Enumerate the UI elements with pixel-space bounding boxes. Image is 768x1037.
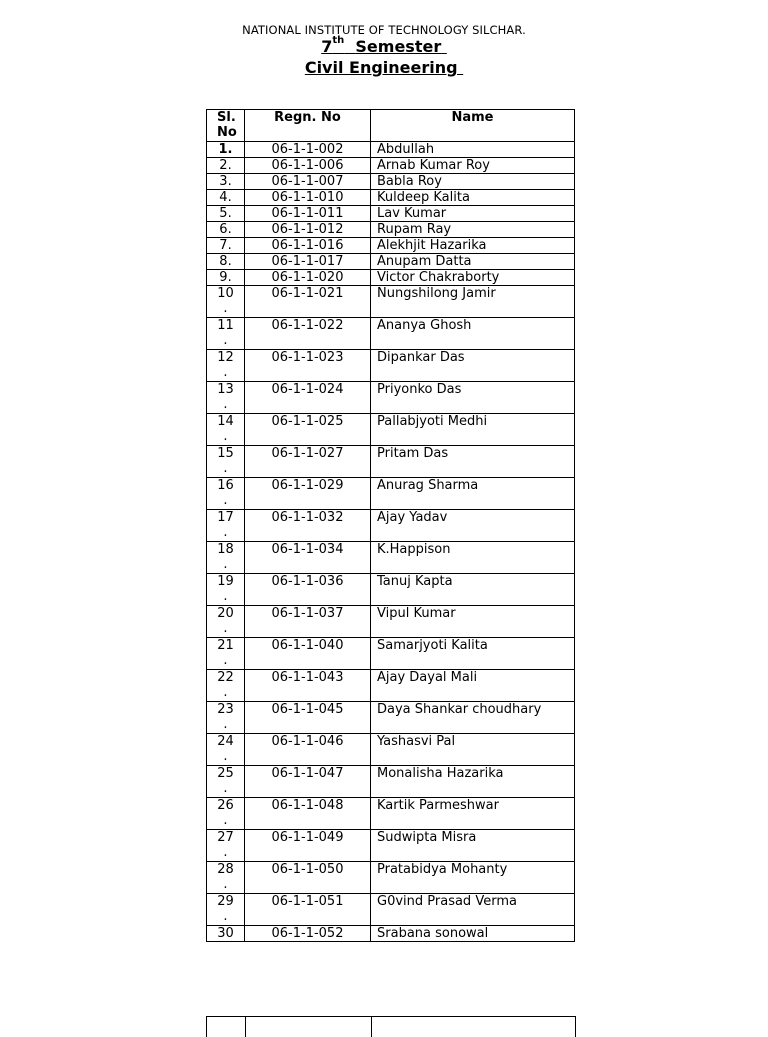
sl-no-cell: 9. bbox=[207, 270, 245, 286]
sl-no-cell bbox=[207, 414, 245, 446]
regn-no-cell: 06-1-1-006 bbox=[245, 158, 371, 174]
sl-no-number: 21 bbox=[217, 638, 234, 653]
student-name-cell: Vipul Kumar bbox=[371, 606, 575, 638]
sl-no-period: . bbox=[223, 589, 228, 604]
student-name-cell: Ajay Yadav bbox=[371, 510, 575, 542]
department-heading bbox=[0, 58, 768, 77]
regn-no-cell: 06-1-1-007 bbox=[245, 174, 371, 190]
column-header-sl-part: Sl. bbox=[217, 110, 236, 125]
sl-no-cell: 6. bbox=[207, 222, 245, 238]
sl-no-number: 15 bbox=[217, 446, 234, 461]
regn-no-cell: 06-1-1-045 bbox=[245, 702, 371, 734]
table-row bbox=[207, 446, 575, 478]
sl-no-cell: 1. bbox=[207, 142, 245, 158]
table-row bbox=[207, 542, 575, 574]
table-row bbox=[207, 702, 575, 734]
sl-no-cell: 2. bbox=[207, 158, 245, 174]
regn-no-cell: 06-1-1-043 bbox=[245, 670, 371, 702]
table-row bbox=[207, 254, 575, 270]
student-name-cell: Pratabidya Mohanty bbox=[371, 862, 575, 894]
regn-no-cell: 06-1-1-023 bbox=[245, 350, 371, 382]
regn-no-cell: 06-1-1-034 bbox=[245, 542, 371, 574]
table-row bbox=[207, 670, 575, 702]
student-name-cell: Babla Roy bbox=[371, 174, 575, 190]
table-header-row bbox=[207, 110, 575, 142]
table-row bbox=[207, 318, 575, 350]
sl-no-number: 29 bbox=[217, 894, 234, 909]
table-row bbox=[207, 894, 575, 926]
column-header-sl bbox=[207, 110, 245, 142]
student-name-cell: Rupam Ray bbox=[371, 222, 575, 238]
table-row bbox=[207, 206, 575, 222]
student-name-cell: Dipankar Das bbox=[371, 350, 575, 382]
sl-no-number: 13 bbox=[217, 382, 234, 397]
sl-no-cell bbox=[207, 766, 245, 798]
student-name-cell: Abdullah bbox=[371, 142, 575, 158]
student-name-cell: Ananya Ghosh bbox=[371, 318, 575, 350]
student-name-cell: G0vind Prasad Verma bbox=[371, 894, 575, 926]
sl-no-period: . bbox=[223, 461, 228, 476]
sl-no-cell bbox=[207, 670, 245, 702]
table-row bbox=[207, 142, 575, 158]
regn-no-cell: 06-1-1-024 bbox=[245, 382, 371, 414]
student-name-cell: Arnab Kumar Roy bbox=[371, 158, 575, 174]
table-row bbox=[207, 862, 575, 894]
table-row bbox=[207, 286, 575, 318]
sl-no-number: 27 bbox=[217, 830, 234, 845]
sl-no-cell: 3. bbox=[207, 174, 245, 190]
sl-no-period: . bbox=[223, 557, 228, 572]
table-row bbox=[207, 926, 575, 942]
sl-no-period: . bbox=[223, 717, 228, 732]
regn-no-cell: 06-1-1-010 bbox=[245, 190, 371, 206]
student-name-cell: Monalisha Hazarika bbox=[371, 766, 575, 798]
sl-no-cell bbox=[207, 542, 245, 574]
regn-no-cell: 06-1-1-020 bbox=[245, 270, 371, 286]
regn-no-cell: 06-1-1-032 bbox=[245, 510, 371, 542]
sl-no-number: 24 bbox=[217, 734, 234, 749]
regn-no-cell: 06-1-1-025 bbox=[245, 414, 371, 446]
sl-no-period: . bbox=[223, 397, 228, 412]
sl-no-cell: 30 bbox=[207, 926, 245, 942]
sl-no-number: 12 bbox=[217, 350, 234, 365]
table-body bbox=[207, 142, 575, 942]
sl-no-cell bbox=[207, 382, 245, 414]
sl-no-number: 26 bbox=[217, 798, 234, 813]
sl-no-period: . bbox=[223, 685, 228, 700]
regn-no-cell: 06-1-1-049 bbox=[245, 830, 371, 862]
student-name-cell: K.Happison bbox=[371, 542, 575, 574]
sl-no-cell bbox=[207, 638, 245, 670]
student-name-cell: Lav Kumar bbox=[371, 206, 575, 222]
sl-no-period: . bbox=[223, 909, 228, 924]
column-header-name: Name bbox=[371, 110, 575, 142]
student-name-cell: Yashasvi Pal bbox=[371, 734, 575, 766]
table-row bbox=[207, 574, 575, 606]
sl-no-cell bbox=[207, 830, 245, 862]
regn-no-cell: 06-1-1-052 bbox=[245, 926, 371, 942]
table-row bbox=[207, 734, 575, 766]
regn-no-cell: 06-1-1-048 bbox=[245, 798, 371, 830]
sl-no-period: . bbox=[223, 621, 228, 636]
sl-no-cell: 8. bbox=[207, 254, 245, 270]
sl-no-period: . bbox=[223, 813, 228, 828]
table-row bbox=[207, 174, 575, 190]
semester-number: 7 bbox=[321, 37, 333, 56]
sl-no-number: 11 bbox=[217, 318, 234, 333]
next-table-top bbox=[206, 1016, 576, 1037]
institute-name: NATIONAL INSTITUTE OF TECHNOLOGY SILCHAR. bbox=[242, 23, 526, 37]
student-name-cell: Anurag Sharma bbox=[371, 478, 575, 510]
sl-no-cell bbox=[207, 702, 245, 734]
table-row bbox=[207, 830, 575, 862]
table-row bbox=[207, 478, 575, 510]
regn-no-cell: 06-1-1-051 bbox=[245, 894, 371, 926]
student-name-cell: Alekhjit Hazarika bbox=[371, 238, 575, 254]
student-name-cell: Nungshilong Jamir bbox=[371, 286, 575, 318]
sl-no-cell bbox=[207, 350, 245, 382]
regn-no-cell: 06-1-1-012 bbox=[245, 222, 371, 238]
sl-no-period: . bbox=[223, 845, 228, 860]
regn-no-cell: 06-1-1-046 bbox=[245, 734, 371, 766]
sl-no-cell bbox=[207, 574, 245, 606]
sl-no-period: . bbox=[223, 493, 228, 508]
semester-suffix: th bbox=[332, 35, 345, 46]
table-row bbox=[207, 158, 575, 174]
table-row bbox=[207, 510, 575, 542]
sl-no-period: . bbox=[223, 749, 228, 764]
sl-no-cell: 7. bbox=[207, 238, 245, 254]
regn-no-cell: 06-1-1-029 bbox=[245, 478, 371, 510]
sl-no-cell bbox=[207, 478, 245, 510]
table-row bbox=[207, 414, 575, 446]
table-row bbox=[207, 638, 575, 670]
regn-no-cell: 06-1-1-040 bbox=[245, 638, 371, 670]
sl-no-period: . bbox=[223, 525, 228, 540]
sl-no-cell bbox=[207, 446, 245, 478]
student-name-cell: Anupam Datta bbox=[371, 254, 575, 270]
sl-no-period: . bbox=[223, 429, 228, 444]
sl-no-period: . bbox=[223, 877, 228, 892]
sl-no-number: 16 bbox=[217, 478, 234, 493]
sl-no-number: 20 bbox=[217, 606, 234, 621]
student-name-cell: Priyonko Das bbox=[371, 382, 575, 414]
table-row bbox=[207, 766, 575, 798]
student-name-cell: Kartik Parmeshwar bbox=[371, 798, 575, 830]
sl-no-period: . bbox=[223, 365, 228, 380]
regn-no-cell: 06-1-1-047 bbox=[245, 766, 371, 798]
sl-no-number: 18 bbox=[217, 542, 234, 557]
table-row bbox=[207, 382, 575, 414]
semester-heading bbox=[0, 37, 768, 56]
table-row bbox=[207, 606, 575, 638]
sl-no-number: 17 bbox=[217, 510, 234, 525]
student-name-cell: Pritam Das bbox=[371, 446, 575, 478]
table-row bbox=[207, 798, 575, 830]
sl-no-period: . bbox=[223, 781, 228, 796]
regn-no-cell: 06-1-1-027 bbox=[245, 446, 371, 478]
sl-no-cell bbox=[207, 798, 245, 830]
sl-no-cell bbox=[207, 318, 245, 350]
sl-no-cell bbox=[207, 862, 245, 894]
table-row bbox=[207, 270, 575, 286]
regn-no-cell: 06-1-1-036 bbox=[245, 574, 371, 606]
department-name: Civil Engineering bbox=[304, 58, 458, 77]
regn-no-cell: 06-1-1-021 bbox=[245, 286, 371, 318]
student-name-cell: Victor Chakraborty bbox=[371, 270, 575, 286]
table-row bbox=[207, 238, 575, 254]
table-row bbox=[207, 350, 575, 382]
sl-no-cell: 5. bbox=[207, 206, 245, 222]
regn-no-cell: 06-1-1-011 bbox=[245, 206, 371, 222]
regn-no-cell: 06-1-1-037 bbox=[245, 606, 371, 638]
sl-no-number: 28 bbox=[217, 862, 234, 877]
student-name-cell: Pallabjyoti Medhi bbox=[371, 414, 575, 446]
regn-no-cell: 06-1-1-017 bbox=[245, 254, 371, 270]
sl-no-number: 23 bbox=[217, 702, 234, 717]
column-header-sl-part: No bbox=[217, 125, 237, 140]
sl-no-period: . bbox=[223, 301, 228, 316]
column-header-regn: Regn. No bbox=[245, 110, 371, 142]
sl-no-cell bbox=[207, 510, 245, 542]
sl-no-number: 25 bbox=[217, 766, 234, 781]
regn-no-cell: 06-1-1-050 bbox=[245, 862, 371, 894]
student-roll-table bbox=[206, 109, 575, 942]
student-name-cell: Srabana sonowal bbox=[371, 926, 575, 942]
sl-no-cell: 4. bbox=[207, 190, 245, 206]
sl-no-cell bbox=[207, 734, 245, 766]
regn-no-cell: 06-1-1-016 bbox=[245, 238, 371, 254]
student-name-cell: Daya Shankar choudhary bbox=[371, 702, 575, 734]
student-name-cell: Samarjyoti Kalita bbox=[371, 638, 575, 670]
table-row bbox=[207, 222, 575, 238]
sl-no-cell bbox=[207, 286, 245, 318]
sl-no-number: 22 bbox=[217, 670, 234, 685]
sl-no-period: . bbox=[223, 333, 228, 348]
sl-no-cell bbox=[207, 606, 245, 638]
regn-no-cell: 06-1-1-002 bbox=[245, 142, 371, 158]
sl-no-number: 10 bbox=[217, 286, 234, 301]
student-name-cell: Ajay Dayal Mali bbox=[371, 670, 575, 702]
sl-no-number: 14 bbox=[217, 414, 234, 429]
semester-word: Semester bbox=[355, 37, 442, 56]
student-name-cell: Kuldeep Kalita bbox=[371, 190, 575, 206]
sl-no-period: . bbox=[223, 653, 228, 668]
student-name-cell: Sudwipta Misra bbox=[371, 830, 575, 862]
table-row bbox=[207, 190, 575, 206]
sl-no-cell bbox=[207, 894, 245, 926]
sl-no-number: 19 bbox=[217, 574, 234, 589]
regn-no-cell: 06-1-1-022 bbox=[245, 318, 371, 350]
student-name-cell: Tanuj Kapta bbox=[371, 574, 575, 606]
